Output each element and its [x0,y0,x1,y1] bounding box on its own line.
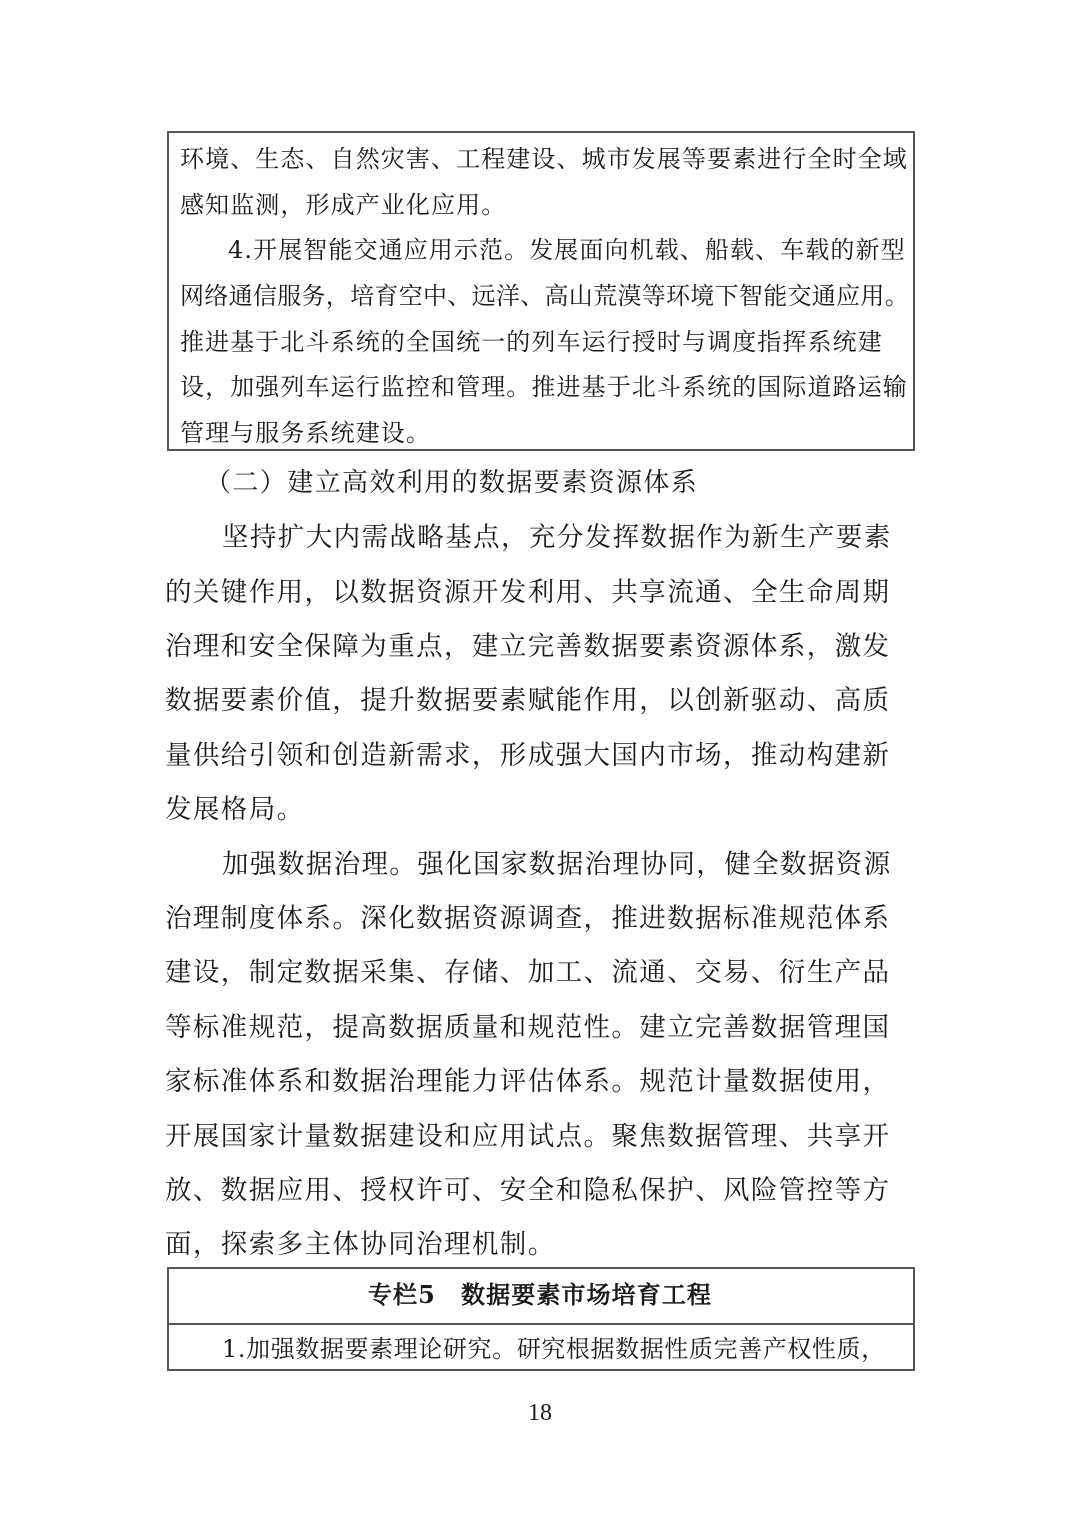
box-item-heading: 1.加强数据要素理论研究。研究根据数据性质完善产权性质， [222,1335,886,1363]
section-heading: （二）建立高效利用的数据要素资源体系 [205,468,699,498]
paragraph-line: 建设，制定数据采集、存储、加工、流通、交易、衍生产品 [165,957,891,988]
paragraph-line: 治理和安全保障为重点，建立完善数据要素资源体系，激发 [165,631,891,662]
paragraph-line: 开展国家计量数据建设和应用试点。聚焦数据管理、共享开 [165,1121,891,1152]
paragraph-line: 加强数据治理。强化国家数据治理协同，健全数据资源 [222,849,892,880]
page-number: 18 [528,1400,552,1426]
paragraph-line: 量供给引领和创造新需求，形成强大国内市场，推动构建新 [165,740,891,771]
paragraph-line: 等标准规范，提高数据质量和规范性。建立完善数据管理国 [165,1012,891,1043]
box-text-line: 管理与服务系统建设。 [180,419,431,447]
box-item-heading: 4.开展智能交通应用示范。发展面向机载、船载、车载的新型 [228,236,906,264]
box-text-line: 环境、生态、自然灾害、工程建设、城市发展等要素进行全时全域 [180,145,908,173]
paragraph-line: 放、数据应用、授权许可、安全和隐私保护、风险管控等方 [165,1175,891,1206]
paragraph-line: 坚持扩大内需战略基点，充分发挥数据作为新生产要素 [222,522,892,553]
box-divider [167,1323,915,1325]
box-text-line: 推进基于北斗系统的全国统一的列车运行授时与调度指挥系统建 [180,328,883,356]
paragraph-line: 数据要素价值，提升数据要素赋能作用，以创新驱动、高质 [165,685,891,716]
box-text-line: 感知监测，形成产业化应用。 [180,191,507,219]
box-title: 专栏5 数据要素市场培育工程 [367,1280,713,1309]
paragraph-line: 家标准体系和数据治理能力评估体系。规范计量数据使用， [165,1066,891,1097]
paragraph-line: 发展格局。 [165,794,305,825]
paragraph-line: 面，探索多主体协同治理机制。 [165,1229,556,1260]
paragraph-line: 的关键作用，以数据资源开发利用、共享流通、全生命周期 [165,577,891,608]
paragraph-line: 治理制度体系。深化数据资源调查，推进数据标准规范体系 [165,903,891,934]
box-text-line: 设，加强列车运行监控和管理。推进基于北斗系统的国际道路运输 [180,373,908,401]
box-text-line: 网络通信服务，培育空中、远洋、高山荒漠等环境下智能交通应用。 [180,282,909,310]
